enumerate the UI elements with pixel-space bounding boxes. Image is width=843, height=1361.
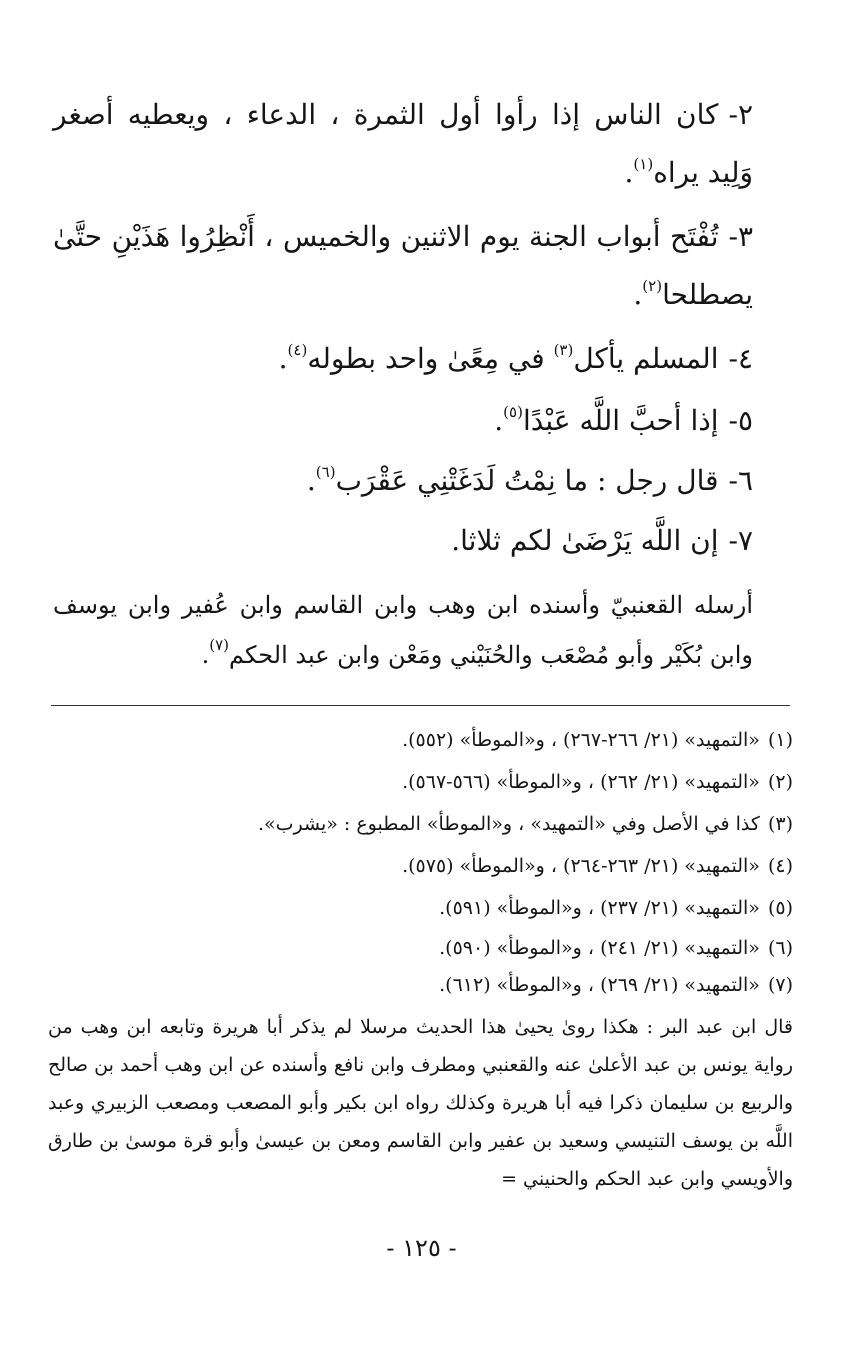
footnote-ref: (٣) [553, 341, 574, 359]
hadith-item-4: ٤-المسلم يأكل$^{(٣)}$ في مِعًىٰ واحد بطوله$^{(٤)}$. [53, 330, 753, 388]
footnote-1 [48, 719, 793, 761]
item-number: ٤- [728, 342, 753, 375]
item-text: تُفْتَح أبواب الجنة يوم الاثنين والخميس ، أَنْظِرُوا هَذَيْنِ حتَّىٰ يصطلحا [53, 220, 753, 311]
footnote-ref: (٦) [315, 463, 336, 481]
footnote-number: (٧) [767, 974, 793, 996]
footnote-number: (١) [767, 729, 793, 751]
item-text-a: المسلم يأكل [573, 342, 719, 375]
footnote-number: (٥) [767, 897, 793, 919]
footnote-text: «التمهيد» (٢١/ ٢٦٩) ، و«الموطأ» (٦١٢). [439, 974, 760, 996]
item-text: إذا أحبَّ اللَّه عَبْدًا [522, 404, 719, 437]
footnote-text: «التمهيد» (٢١/ ٢٦٢) ، و«الموطأ» (٥٦٦-٥٦٧). [402, 771, 760, 793]
item-number: ٧- [728, 524, 753, 557]
item-number: ٥- [728, 404, 753, 437]
page-number: - ١٢٥ - [386, 1234, 457, 1262]
footnote-ref: (٥) [503, 403, 523, 421]
footnote-number: (٦) [767, 937, 793, 959]
footnote-7 [48, 964, 793, 1006]
footnote-3 [48, 803, 793, 845]
footnote-number: (٢) [767, 771, 793, 793]
item-number: ٢- [728, 98, 753, 131]
footnote-text: «التمهيد» (٢١/ ٢٣٧) ، و«الموطأ» (٥٩١). [439, 897, 760, 919]
narration-text: أرسله القعنبيّ وأسنده ابن وهب وابن القاسم وابن عُفير وابن يوسف وابن بُكَيْر وأبو مُصْعَب والحُنَيْني ومَعْن وابن عبد الحكم [53, 591, 753, 669]
hadith-item-5: ٥-إذا أحبَّ اللَّه عَبْدًا$^{(٥)}$. [53, 392, 753, 450]
footnote-ref: (١) [633, 155, 654, 173]
item-text: كان الناس إذا رأوا أول الثمرة ، الدعاء ، ويعطيه أصغر وَلِيد يراه [53, 98, 753, 189]
hadith-item-2: ٢-كان الناس إذا رأوا أول الثمرة ، الدعاء ، ويعطيه أصغر وَلِيد يراه$^{(١)}$. [53, 86, 753, 202]
hadith-item-3: ٣-تُفْتَح أبواب الجنة يوم الاثنين والخميس ، أَنْظِرُوا هَذَيْنِ حتَّىٰ يصطلحا$^{(٢)}$. [53, 208, 753, 324]
footnote-text: «التمهيد» (٢١/ ٢٦٦-٢٦٧) ، و«الموطأ» (٥٥٢). [402, 729, 760, 751]
footnote-6 [48, 927, 793, 969]
item-text-b: في مِعًىٰ واحد بطوله [307, 342, 545, 375]
footnote-5 [48, 887, 793, 929]
item-text: إن اللَّه يَرْضَىٰ لكم ثلاثا. [451, 524, 719, 557]
footnote-2 [48, 761, 793, 803]
footnote-text: «التمهيد» (٢١/ ٢٦٣-٢٦٤) ، و«الموطأ» (٥٧٥). [402, 855, 760, 877]
footnote-ref: (٢) [642, 277, 663, 295]
item-number: ٣- [728, 220, 753, 253]
narration-paragraph: أرسله القعنبيّ وأسنده ابن وهب وابن القاسم وابن عُفير وابن يوسف وابن بُكَيْر وأبو مُصْعَب والحُنَيْني ومَعْن وابن عبد الحكم$^{(٧)}$. [53, 591, 753, 669]
footnote-text: «التمهيد» (٢١/ ٢٤١) ، و«الموطأ» (٥٩٠). [439, 937, 760, 959]
hadith-item-6: ٦-قال رجل : ما نِمْتُ لَدَغَتْنِي عَقْرَب$^{(٦)}$. [53, 452, 753, 510]
footnote-ref: (٤) [287, 341, 308, 359]
footnote-ref: (٧) [209, 636, 230, 654]
footnote-number: (٣) [767, 813, 793, 835]
hadith-item-7 [53, 512, 753, 570]
footnote-commentary: قال ابن عبد البر : هكذا روىٰ يحيىٰ هذا الحديث مرسلا لم يذكر أبا هريرة وتابعه ابن وهب من رواية يونس بن عبد الأعلىٰ عنه والقعنبي ومطرف وابن نافع وأسنده عن ابن وهب أحمد بن صالح والربيع بن سليمان ذكرا فيه أبا هريرة وكذلك رواه ابن بكير وأبو المصعب ومصعب الزبيري وعبد اللَّه بن يوسف التنيسي وسعيد بن عفير وابن القاسم ومعن بن عيسىٰ وأبو قرة موسىٰ بن طارق والأويسي وابن عبد الحكم والحنيني = [48, 1016, 793, 1190]
item-text: قال رجل : ما نِمْتُ لَدَغَتْنِي عَقْرَب [335, 464, 719, 497]
footnote-number: (٤) [767, 855, 793, 877]
item-number: ٦- [728, 464, 753, 497]
footnote-text: كذا في الأصل وفي «التمهيد» ، و«الموطأ» المطبوع : «يشرب». [257, 813, 760, 835]
footnote-4 [48, 845, 793, 887]
footnote-separator [51, 705, 790, 706]
